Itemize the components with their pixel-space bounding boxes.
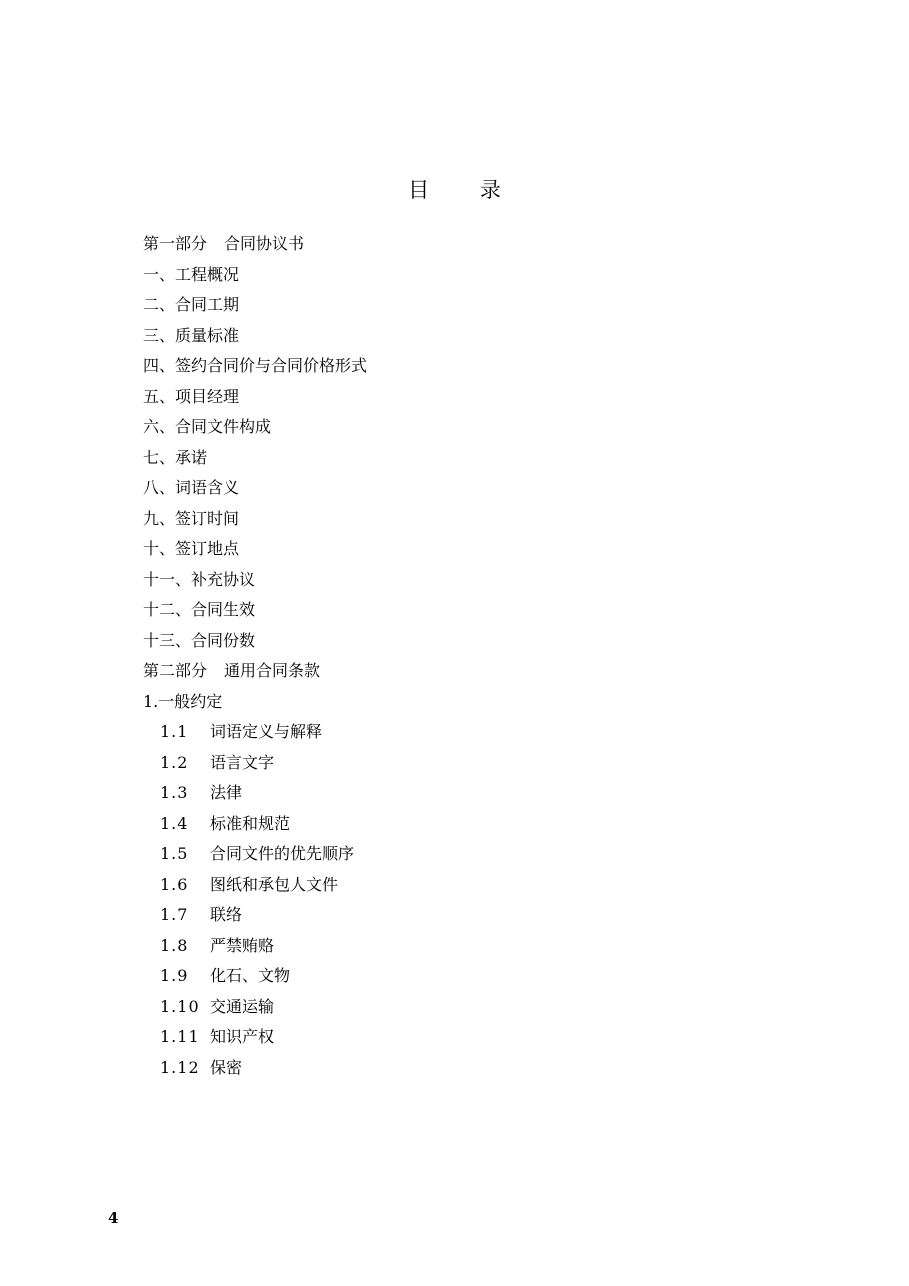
section-number: 1.6 <box>160 874 189 894</box>
toc-section <box>143 717 763 748</box>
toc-section <box>143 839 763 870</box>
page-number: 4 <box>108 1209 119 1227</box>
toc-entry: 四、签约合同价与合同价格形式 <box>143 356 368 375</box>
toc-entry: 五、项目经理 <box>143 386 240 406</box>
part-prefix: 第一部分 <box>143 234 208 253</box>
toc-entry: 十三、合同份数 <box>143 630 256 650</box>
toc-entry: 二、合同工期 <box>143 295 240 314</box>
section-title: 交通运输 <box>210 996 275 1016</box>
section-number: 1.10 <box>160 996 200 1016</box>
toc-entry: 七、承诺 <box>143 447 208 467</box>
section-number: 1.9 <box>160 966 189 985</box>
toc-section <box>143 900 763 931</box>
section-title: 标准和规范 <box>210 813 291 833</box>
toc-part-heading <box>143 229 763 260</box>
section-title: 法律 <box>210 783 243 802</box>
section-number: 1.8 <box>160 935 189 955</box>
toc-entry: 十、签订地点 <box>143 539 240 558</box>
section-title: 词语定义与解释 <box>210 722 323 741</box>
toc-entry: 十二、合同生效 <box>143 600 256 619</box>
toc-section <box>143 748 763 779</box>
section-title: 化石、文物 <box>210 966 291 985</box>
toc-section <box>143 1053 763 1084</box>
section-number: 1.1 <box>160 722 189 741</box>
section-title: 合同文件的优先顺序 <box>210 844 355 863</box>
section-number: 1.11 <box>160 1027 200 1046</box>
section-title: 联络 <box>210 905 243 924</box>
toc-section <box>143 809 763 840</box>
toc-section <box>143 931 763 962</box>
toc-entry: 六、合同文件构成 <box>143 417 272 436</box>
table-of-contents <box>143 229 763 1083</box>
toc-chapter: 1.一般约定 <box>143 691 223 711</box>
toc-entry: 八、词语含义 <box>143 478 240 497</box>
toc-section <box>143 992 763 1023</box>
section-title: 知识产权 <box>210 1027 275 1046</box>
toc-entry: 九、签订时间 <box>143 508 240 528</box>
part-title: 通用合同条款 <box>224 661 321 680</box>
section-number: 1.4 <box>160 813 189 833</box>
section-title: 保密 <box>210 1057 243 1077</box>
toc-section <box>143 961 763 992</box>
toc-entry: 一、工程概况 <box>143 264 240 284</box>
toc-section <box>143 778 763 809</box>
toc-section <box>143 870 763 901</box>
toc-part-heading <box>143 656 763 687</box>
section-number: 1.2 <box>160 752 189 772</box>
section-number: 1.7 <box>160 905 189 924</box>
section-number: 1.3 <box>160 783 189 802</box>
toc-section <box>143 1022 763 1053</box>
section-number: 1.5 <box>160 844 189 863</box>
toc-entry: 十一、补充协议 <box>143 569 256 589</box>
section-title: 图纸和承包人文件 <box>210 874 339 894</box>
part-prefix: 第二部分 <box>143 661 208 680</box>
section-title: 语言文字 <box>210 752 275 772</box>
section-title: 严禁贿赂 <box>210 935 275 955</box>
toc-entry: 三、质量标准 <box>143 325 240 345</box>
section-number: 1.12 <box>160 1057 200 1077</box>
page-title: 目 录 <box>408 178 523 202</box>
part-title: 合同协议书 <box>224 234 305 253</box>
